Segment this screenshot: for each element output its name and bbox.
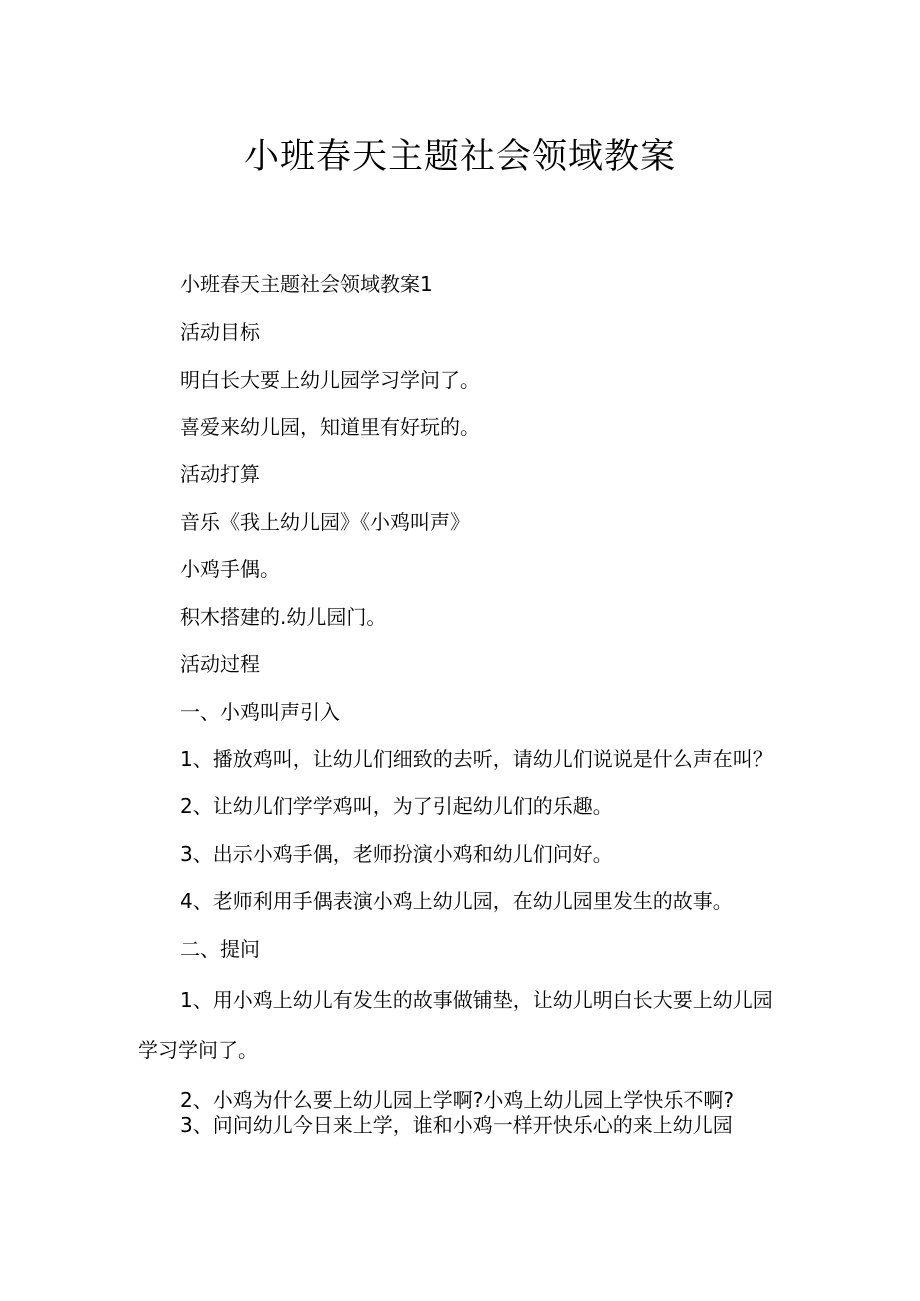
document-title: 小班春天主题社会领域教案 — [243, 137, 676, 177]
subheading-goals: 活动目标 — [180, 320, 260, 344]
list-item: 1、用小鸡上幼儿有发生的故事做铺垫，让幼儿明白长大要上幼儿园 — [180, 988, 773, 1012]
paragraph: 小鸡手偶。 — [180, 557, 280, 581]
paragraph: 明白长大要上幼儿园学习学问了。 — [180, 368, 480, 392]
subheading-preparation: 活动打算 — [180, 462, 260, 486]
list-item: 2、小鸡为什么要上幼儿园上学啊?小鸡上幼儿园上学快乐不啊? — [180, 1088, 734, 1112]
section-heading: 小班春天主题社会领域教案1 — [180, 272, 433, 296]
list-item: 4、老师利用手偶表演小鸡上幼儿园，在幼儿园里发生的故事。 — [180, 889, 733, 913]
paragraph: 喜爱来幼儿园，知道里有好玩的。 — [180, 415, 480, 439]
list-item: 1、播放鸡叫，让幼儿们细致的去听，请幼儿们说说是什么声在叫？ — [180, 747, 773, 771]
subheading-step-two: 二、提问 — [180, 937, 260, 961]
paragraph: 积木搭建的.幼儿园门。 — [180, 605, 387, 629]
paragraph: 音乐《我上幼儿园》《小鸡叫声》 — [180, 510, 470, 534]
subheading-step-one: 一、小鸡叫声引入 — [180, 700, 340, 724]
list-item-continuation: 学习学问了。 — [138, 1038, 258, 1062]
list-item: 3、出示小鸡手偶，老师扮演小鸡和幼儿们问好。 — [180, 842, 613, 866]
list-item: 3、问问幼儿今日来上学，谁和小鸡一样开快乐心的来上幼儿园 — [180, 1113, 733, 1137]
list-item: 2、让幼儿们学学鸡叫，为了引起幼儿们的乐趣。 — [180, 794, 613, 818]
subheading-process: 活动过程 — [180, 652, 260, 676]
